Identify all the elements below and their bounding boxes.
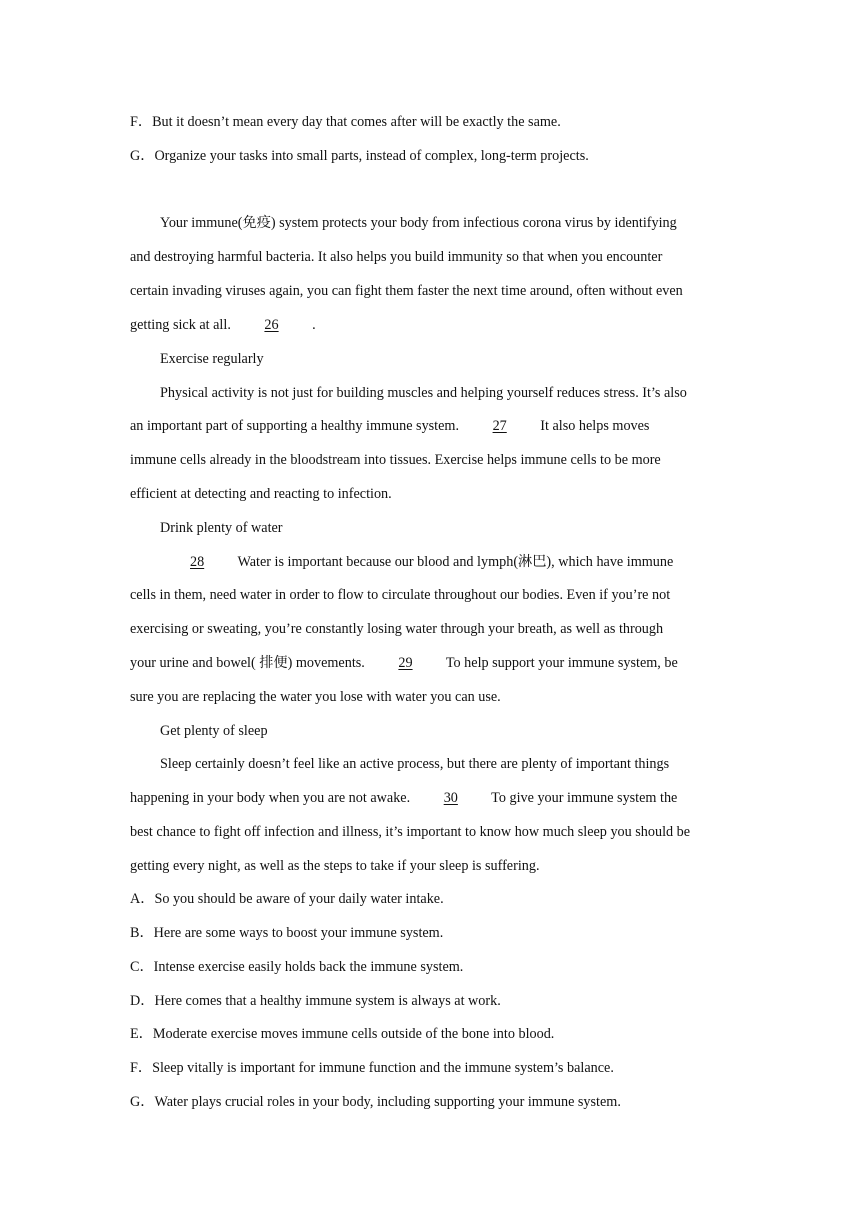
option-letter: D．	[130, 993, 155, 1009]
option-letter: G．	[130, 1094, 155, 1110]
option-letter: C．	[130, 959, 154, 975]
section-heading-exercise: Exercise regularly	[160, 351, 264, 367]
paragraph-line: cells in them, need water in order to flow to circulate throughout our bodies. Even if you’re not	[130, 587, 671, 603]
option-f	[130, 1058, 614, 1078]
paragraph-line: getting sick at all. 26 .	[130, 317, 316, 333]
answer-blank-30[interactable]: 30	[443, 790, 458, 806]
option-c	[130, 957, 463, 977]
paragraph-line: sure you are replacing the water you lose with water you can use.	[130, 689, 501, 705]
option-text: Moderate exercise moves immune cells outside of the bone into blood.	[152, 1026, 555, 1042]
option-text: Here are some ways to boost your immune system.	[153, 925, 444, 941]
option-text: Intense exercise easily holds back the immune system.	[153, 959, 464, 975]
paragraph-line: 28 Water is important because our blood and lymph(淋巴), which have immune	[160, 552, 673, 572]
option-text: So you should be aware of your daily water intake.	[154, 891, 444, 907]
option-letter: G．	[130, 148, 155, 164]
option-letter: E．	[130, 1026, 153, 1042]
paragraph-line: getting every night, as well as the steps to take if your sleep is suffering.	[130, 858, 540, 874]
paragraph-line: an important part of supporting a healthy immune system. 27 It also helps moves	[130, 418, 650, 434]
section-heading-water: Drink plenty of water	[160, 520, 283, 536]
paragraph-line: Physical activity is not just for building muscles and helping yourself reduces stress. It’s also	[160, 385, 687, 401]
option-text: But it doesn’t mean every day that comes after will be exactly the same.	[152, 114, 561, 130]
option-g	[130, 1092, 621, 1112]
paragraph-line: and destroying harmful bacteria. It also helps you build immunity so that when you encounter	[130, 249, 663, 265]
paragraph-line: efficient at detecting and reacting to infection.	[130, 486, 392, 502]
section-heading-sleep: Get plenty of sleep	[160, 723, 268, 739]
option-b	[130, 923, 443, 943]
option-text: Here comes that a healthy immune system is always at work.	[154, 993, 501, 1009]
paragraph-line: happening in your body when you are not awake. 30 To give your immune system the	[130, 790, 678, 806]
paragraph-line: Sleep certainly doesn’t feel like an active process, but there are plenty of important things	[160, 756, 670, 772]
option-a	[130, 889, 444, 909]
option-text: Water plays crucial roles in your body, including supporting your immune system.	[154, 1094, 621, 1110]
option-text: Organize your tasks into small parts, instead of complex, long-term projects.	[154, 148, 589, 164]
answer-blank-27[interactable]: 27	[492, 418, 507, 434]
paragraph-line: Your immune(免疫) system protects your body from infectious corona virus by identifying	[160, 215, 677, 231]
paragraph-line: exercising or sweating, you’re constantly losing water through your breath, as well as through	[130, 621, 664, 637]
option-letter: F．	[130, 1060, 153, 1076]
paragraph-line: certain invading viruses again, you can fight them faster the next time around, often without even	[130, 283, 683, 299]
option-d	[130, 991, 501, 1011]
option-f-previous	[130, 112, 561, 132]
option-letter: F．	[130, 114, 153, 130]
option-text: Sleep vitally is important for immune function and the immune system’s balance.	[152, 1060, 614, 1076]
option-g-previous	[130, 146, 589, 166]
answer-blank-26[interactable]: 26	[264, 317, 279, 333]
paragraph-line: immune cells already in the bloodstream into tissues. Exercise helps immune cells to be more	[130, 452, 661, 468]
answer-blank-28[interactable]: 28	[190, 554, 205, 570]
paragraph-line: your urine and bowel( 排便) movements. 29 To help support your immune system, be	[130, 655, 678, 671]
answer-blank-29[interactable]: 29	[398, 655, 413, 671]
option-e	[130, 1024, 554, 1044]
option-letter: A．	[130, 891, 155, 907]
paragraph-line: best chance to fight off infection and illness, it’s important to know how much sleep you should be	[130, 824, 691, 840]
option-letter: B．	[130, 925, 154, 941]
